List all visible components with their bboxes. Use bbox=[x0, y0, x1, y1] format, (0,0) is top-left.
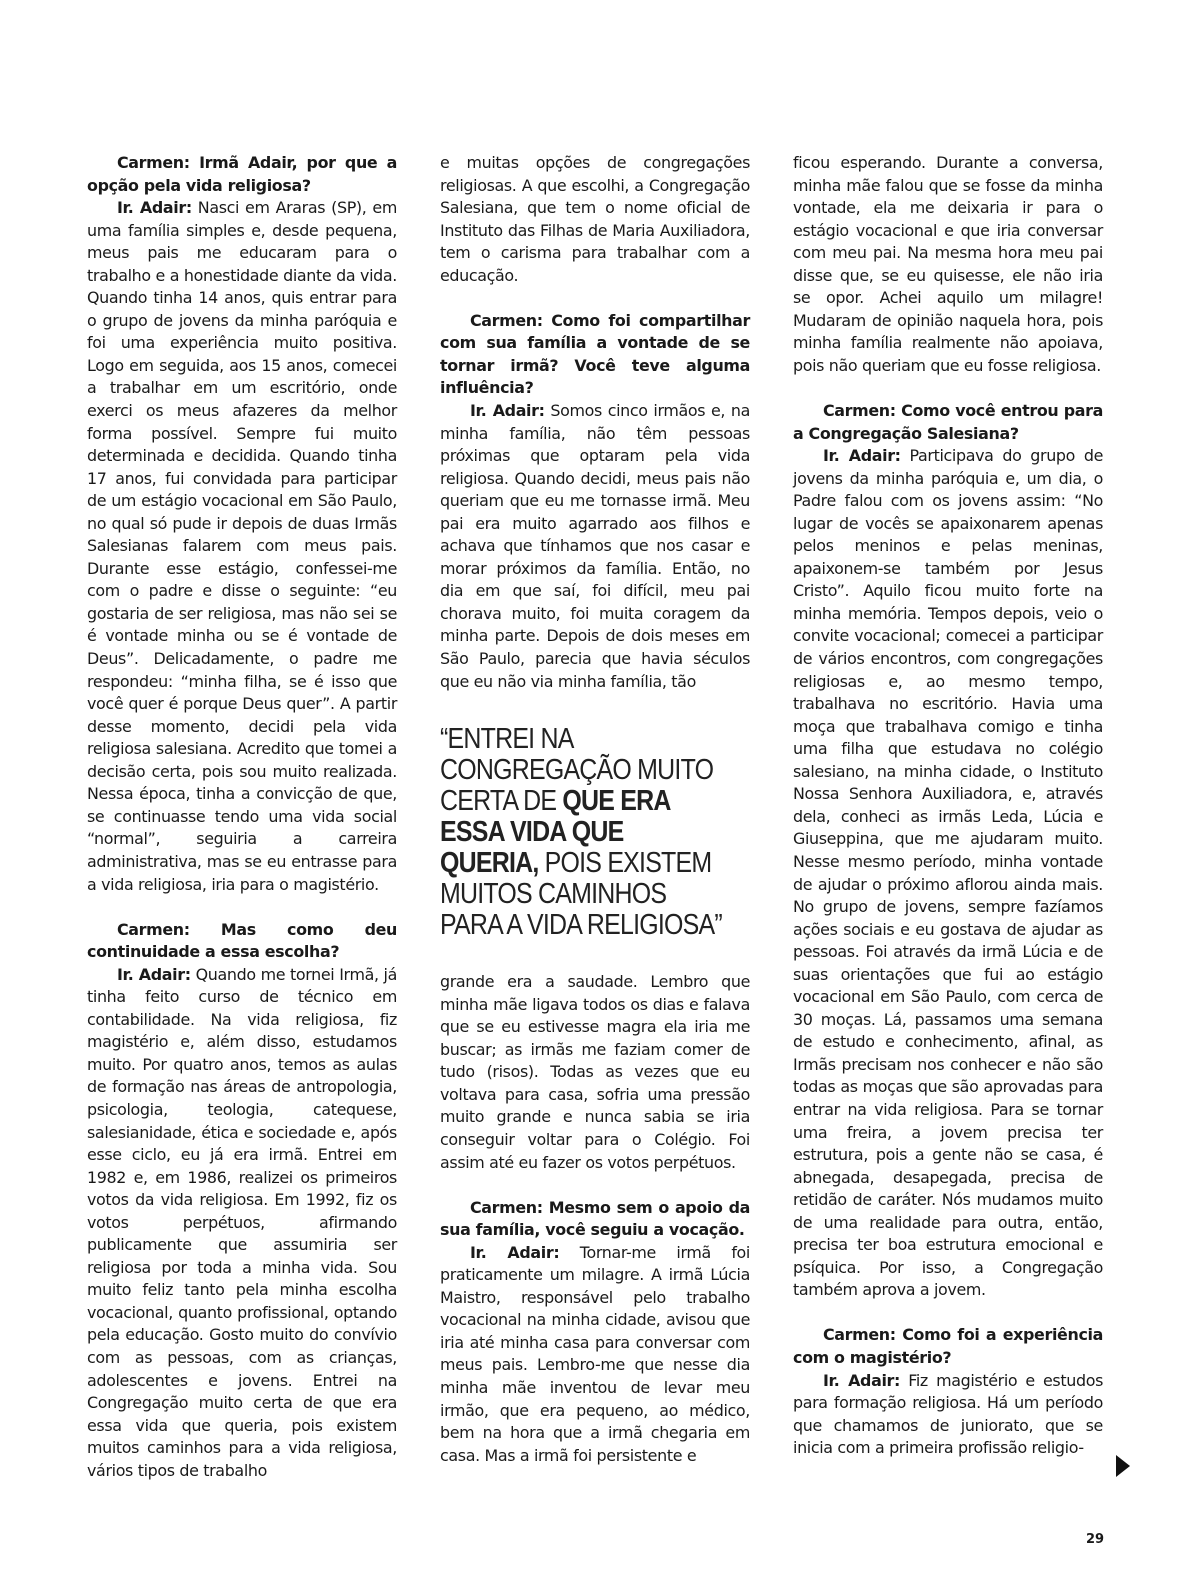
paragraph-gap bbox=[440, 287, 750, 310]
pull-quote-line bbox=[440, 786, 737, 817]
interview-answer bbox=[87, 964, 397, 1483]
pull-quote bbox=[440, 724, 737, 941]
interview-answer bbox=[793, 445, 1103, 1302]
pull-quote-line: “ENTREI NA bbox=[440, 723, 574, 756]
speaker-label: Ir. Adair: bbox=[117, 198, 192, 218]
interview-question: Carmen: Como você entrou para a Congregação Salesiana? bbox=[793, 401, 1103, 443]
interview-question: Carmen: Como foi compartilhar com sua família a vontade de se tornar irmã? Você teve alguma influência? bbox=[440, 310, 750, 398]
answer-text: Somos cinco irmãos e, na minha família, não têm pessoas próximas que optaram pela vida religiosa. Quando decidi, meus pais não queriam que eu me tornasse irmã. Meu pai era muito agarrado aos filhos e achava que tínhamos que nos casar e morar próximos da família. Então, no dia em que saí, foi difícil, meu pai chorava muito, foi muita coragem da minha parte. Depois de dois meses em São Paulo, parecia que havia séculos que eu não via minha família, tão bbox=[440, 401, 750, 691]
interview-question: Carmen: Mesmo sem o apoio da sua família, você seguiu a vocação. bbox=[440, 1197, 750, 1240]
pull-quote-text: POIS EXISTEM bbox=[538, 847, 712, 880]
pull-quote-line: MUITOS CAMINHOS bbox=[440, 878, 667, 911]
interview-question: Carmen: Como foi a experiência com o magistério? bbox=[793, 1325, 1103, 1367]
pull-quote-emphasis: ESSA VIDA QUE bbox=[440, 816, 624, 849]
answer-text: Quando me tornei Irmã, já tinha feito curso de técnico em contabilidade. Na vida religiosa, fiz magistério e, além disso, estudamos muito. Por quatro anos, temos as aulas de formação nas áreas de antropologia, psicologia, teologia, catequese, salesianidade, ética e sociedade e, após esse ciclo, eu já era irmã. Entrei em 1982 e, em 1986, realizei os primeiros votos da vida religiosa. Em 1992, fiz os votos perpétuos, afirmando publicamente que assumiria ser religiosa por toda a minha vida. Sou muito feliz tanto pela minha escolha vocacional, quanto profissional, optando pela educação. Gosto muito do convívio com as pessoas, com as crianças, adolescentes e jovens. Entrei na Congregação muito certa de que era essa vida que queria, pois existem muitos caminhos para a vida religiosa, vários tipos de trabalho bbox=[87, 964, 397, 1480]
answer-text: Fiz magistério e estudos para formação religiosa. Há um período que chamamos de juniorato, que se inicia com a primeira profissão religio- bbox=[793, 1370, 1104, 1458]
answer-continuation: ficou esperando. Durante a conversa, minha mãe falou que se fosse da minha vontade, ela me deixaria ir para o estágio vocacional e que iria conversar com meu pai. Na mesma hora meu pai disse que, se eu quisesse, ele não iria se opor. Achei aquilo um milagre! Mudaram de opinião naquela hora, pois minha família realmente não apoiava, pois não queriam que eu fosse religiosa. bbox=[793, 153, 1103, 375]
paragraph-gap bbox=[87, 896, 397, 919]
answer-text: Tornar-me irmã foi praticamente um milagre. A irmã Lúcia Maistro, responsável pelo trabalho vocacional na minha cidade, avisou que iria até minha casa para conversar com meus pais. Lembro-me que nesse dia minha mãe inventou de levar meu irmão, que era pequeno, ao médico, bem na hora que a irmã chegaria em casa. Mas a irmã foi persistente e bbox=[440, 1242, 750, 1465]
pull-quote-emphasis: QUE ERA bbox=[562, 785, 671, 818]
answer-continuation: e muitas opções de congregações religiosas. A que escolhi, a Congregação Salesiana, que tem o nome oficial de Instituto das Filhas de Maria Auxiliadora, tem o carisma para trabalhar com a educação. bbox=[440, 153, 750, 285]
interview-answer bbox=[87, 197, 397, 896]
interview-answer bbox=[793, 1370, 1103, 1460]
page-number: 29 bbox=[1086, 1532, 1105, 1547]
answer-continuation: grande era a saudade. Lembro que minha mãe ligava todos os dias e falava que se eu estivesse magra ela iria me buscar; as irmãs me faziam comer de tudo (risos). Todas as vezes que eu voltava para casa, sofria uma pressão muito grande e nunca sabia se iria conseguir voltar para o Colégio. Foi assim até eu fazer os votos perpétuos. bbox=[440, 972, 750, 1172]
paragraph-gap bbox=[793, 1302, 1103, 1325]
answer-text: Nasci em Araras (SP), em uma família simples e, desde pequena, meus pais me educaram para o trabalho e a honestidade diante da vida. Quando tinha 14 anos, quis entrar para o grupo de jovens da minha paróquia e foi uma experiência muito positiva. Logo em seguida, aos 15 anos, comecei a trabalhar em um escritório, onde exerci os meus afazeres da melhor forma possível. Sempre fui muito determinada e decidida. Quando tinha 17 anos, fui convidada para participar de um estágio vocacional em São Paulo, no qual só pude ir depois de duas Irmãs Salesianas falarem com meus pais. Durante esse estágio, confessei-me com o padre e disse o seguinte: “eu gostaria de ser religiosa, mas não sei se é vontade minha ou se é vontade de Deus”. Delicadamente, o padre me respondeu: “minha filha, se é isso que você quer é porque Deus quer”. A partir desse momento, decidi pela vida religiosa salesiana. Acredito que tomei a decisão certa, pois sou muito realizada. Nessa época, tinha a convicção de que, se continuasse tendo uma vida social “normal”, seguiria a carreira administrativa, mas se eu entrasse para a vida religiosa, iria para o magistério. bbox=[87, 198, 397, 894]
speaker-label: Ir. Adair: bbox=[823, 1370, 901, 1390]
paragraph-gap bbox=[440, 1174, 750, 1197]
speaker-label: Ir. Adair: bbox=[470, 401, 545, 421]
interview-question: Carmen: Mas como deu continuidade a essa escolha? bbox=[87, 919, 397, 962]
speaker-label: Ir. Adair: bbox=[470, 1242, 560, 1262]
article-column-3 bbox=[793, 152, 1103, 1460]
pull-quote-line bbox=[440, 848, 737, 879]
interview-answer bbox=[440, 400, 750, 693]
speaker-label: Ir. Adair: bbox=[823, 446, 901, 466]
continue-arrow-icon bbox=[1116, 1455, 1130, 1477]
speaker-label: Ir. Adair: bbox=[117, 964, 191, 984]
article-column-1 bbox=[87, 152, 397, 1482]
pull-quote-line: PARA A VIDA RELIGIOSA” bbox=[440, 909, 722, 942]
interview-answer bbox=[440, 1242, 750, 1467]
paragraph-gap bbox=[793, 377, 1103, 400]
pull-quote-emphasis: QUERIA, bbox=[440, 847, 539, 880]
article-column-2 bbox=[440, 152, 750, 1467]
answer-text: Participava do grupo de jovens da minha paróquia e, um dia, o Padre falou com os jovens assim: “No lugar de vocês se apaixonarem apenas pelos meninos e pelas meninas, apaixonem-se também por Jesus Cristo”. Aquilo ficou muito forte na minha memória. Tempos depois, veio o convite vocacional; comecei a participar de vários encontros, com congregações religiosas e, ao mesmo tempo, trabalhava no escritório. Havia uma moça que trabalhava comigo e tinha uma filha que estudava no colégio salesiano, na minha cidade, o Instituto Nossa Senhora Auxiliadora, e, através dela, conheci as irmãs Leda, Lúcia e Giuseppina, que me ajudaram muito. Nesse mesmo período, minha vontade de ajudar o próximo aflorou ainda mais. No grupo de jovens, sempre fazíamos ações sociais e eu gostava de ajudar as pessoas. Foi através da irmã Lúcia e de suas orientações que fui ao estágio vocacional em São Paulo, com cerca de 30 moças. Lá, passamos uma semana de estudo e conhecimento, afinal, as Irmãs precisam nos conhecer e não são todas as moças que são aprovadas para entrar na vida religiosa. Para se tornar uma freira, a jovem precisa ter estrutura, pois a gente não se casa, é abnegada, desapegada, precisa de retidão de caráter. Nós mudamos muito de uma realidade para outra, então, precisa ter boa estrutura emocional e psíquica. Por isso, a Congregação também aprova a jovem. bbox=[793, 446, 1103, 1300]
pull-quote-line: CONGREGAÇÃO MUITO bbox=[440, 754, 714, 787]
pull-quote-text: CERTA DE bbox=[440, 785, 563, 818]
interview-question: Carmen: Irmã Adair, por que a opção pela vida religiosa? bbox=[87, 153, 397, 195]
